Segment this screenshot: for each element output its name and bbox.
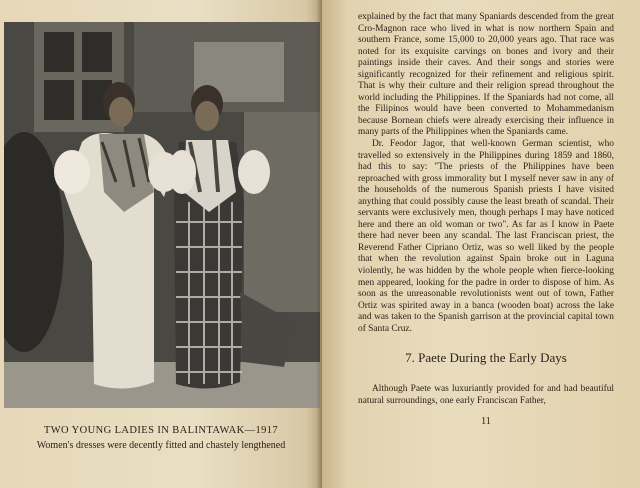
photo-caption-subtitle: Women's dresses were decently fitted and chastely lengthened (36, 440, 286, 451)
body-text (358, 12, 614, 335)
photo-caption-title: TWO YOUNG LADIES IN BALINTAWAK—1917 (43, 425, 279, 436)
chapter-heading: 7. Paete During the Early Days (405, 350, 567, 365)
photo-two-women (4, 22, 320, 408)
paragraph-2: Dr. Feodor Jagor, that well-known German scientist, who travelled so extensively in the Philippines during 1859 and 1860, had this to say: "The priests of the Philippines have been reproached with gross immorality but I myself never saw in any of the households of the numerous Spanish priests I have visited anything that could possibly cause the least breath of scandal. Their servants were exclusively men, though perhaps I may have noticed here and there an old woman or two". As far as I know in Paete there had never been any scandal. The last Franciscan priest, the Reverend Father Cipriano Ortiz, was so well liked by the people that when the revolution against Spain broke out in Laguna violently, he was hidden by the whole people when fierce-looking men appeared, looking for the padre in order to dispose of him. As soon as the unreasonable revolutionists went out of town, Father Ortiz was spirited away in a banca (wooden boat) across the lake and was taken to the Spanish garrison at the provincial capital town of Santa Cruz. (358, 139, 614, 334)
page-number: 11 (481, 416, 491, 427)
chapter-paragraph: Although Paete was luxuriantly provided for and had beautiful natural surroundings, one early Franciscan Father, (358, 384, 614, 406)
photo-two-women-icon (4, 22, 320, 408)
paragraph-1: explained by the fact that many Spaniards descended from the great Cro-Magnon race who lived in what is now northern Spain and southern France, some 15,000 to 20,000 years ago. That race was noted for its exquisite carvings on bones and ivory and their paintings inside their caves. And their songs and stories were significantly recognized for their refinement and religious spirit. That is why their culture and their religion spread throughout the world including the Philippines. If the Spaniards had not come, all the Filipinos would have been converted to Mohammedanism because Bornean chiefs were already exercising their influence in many parts of the Philippines when the Spaniards came. (358, 12, 614, 138)
